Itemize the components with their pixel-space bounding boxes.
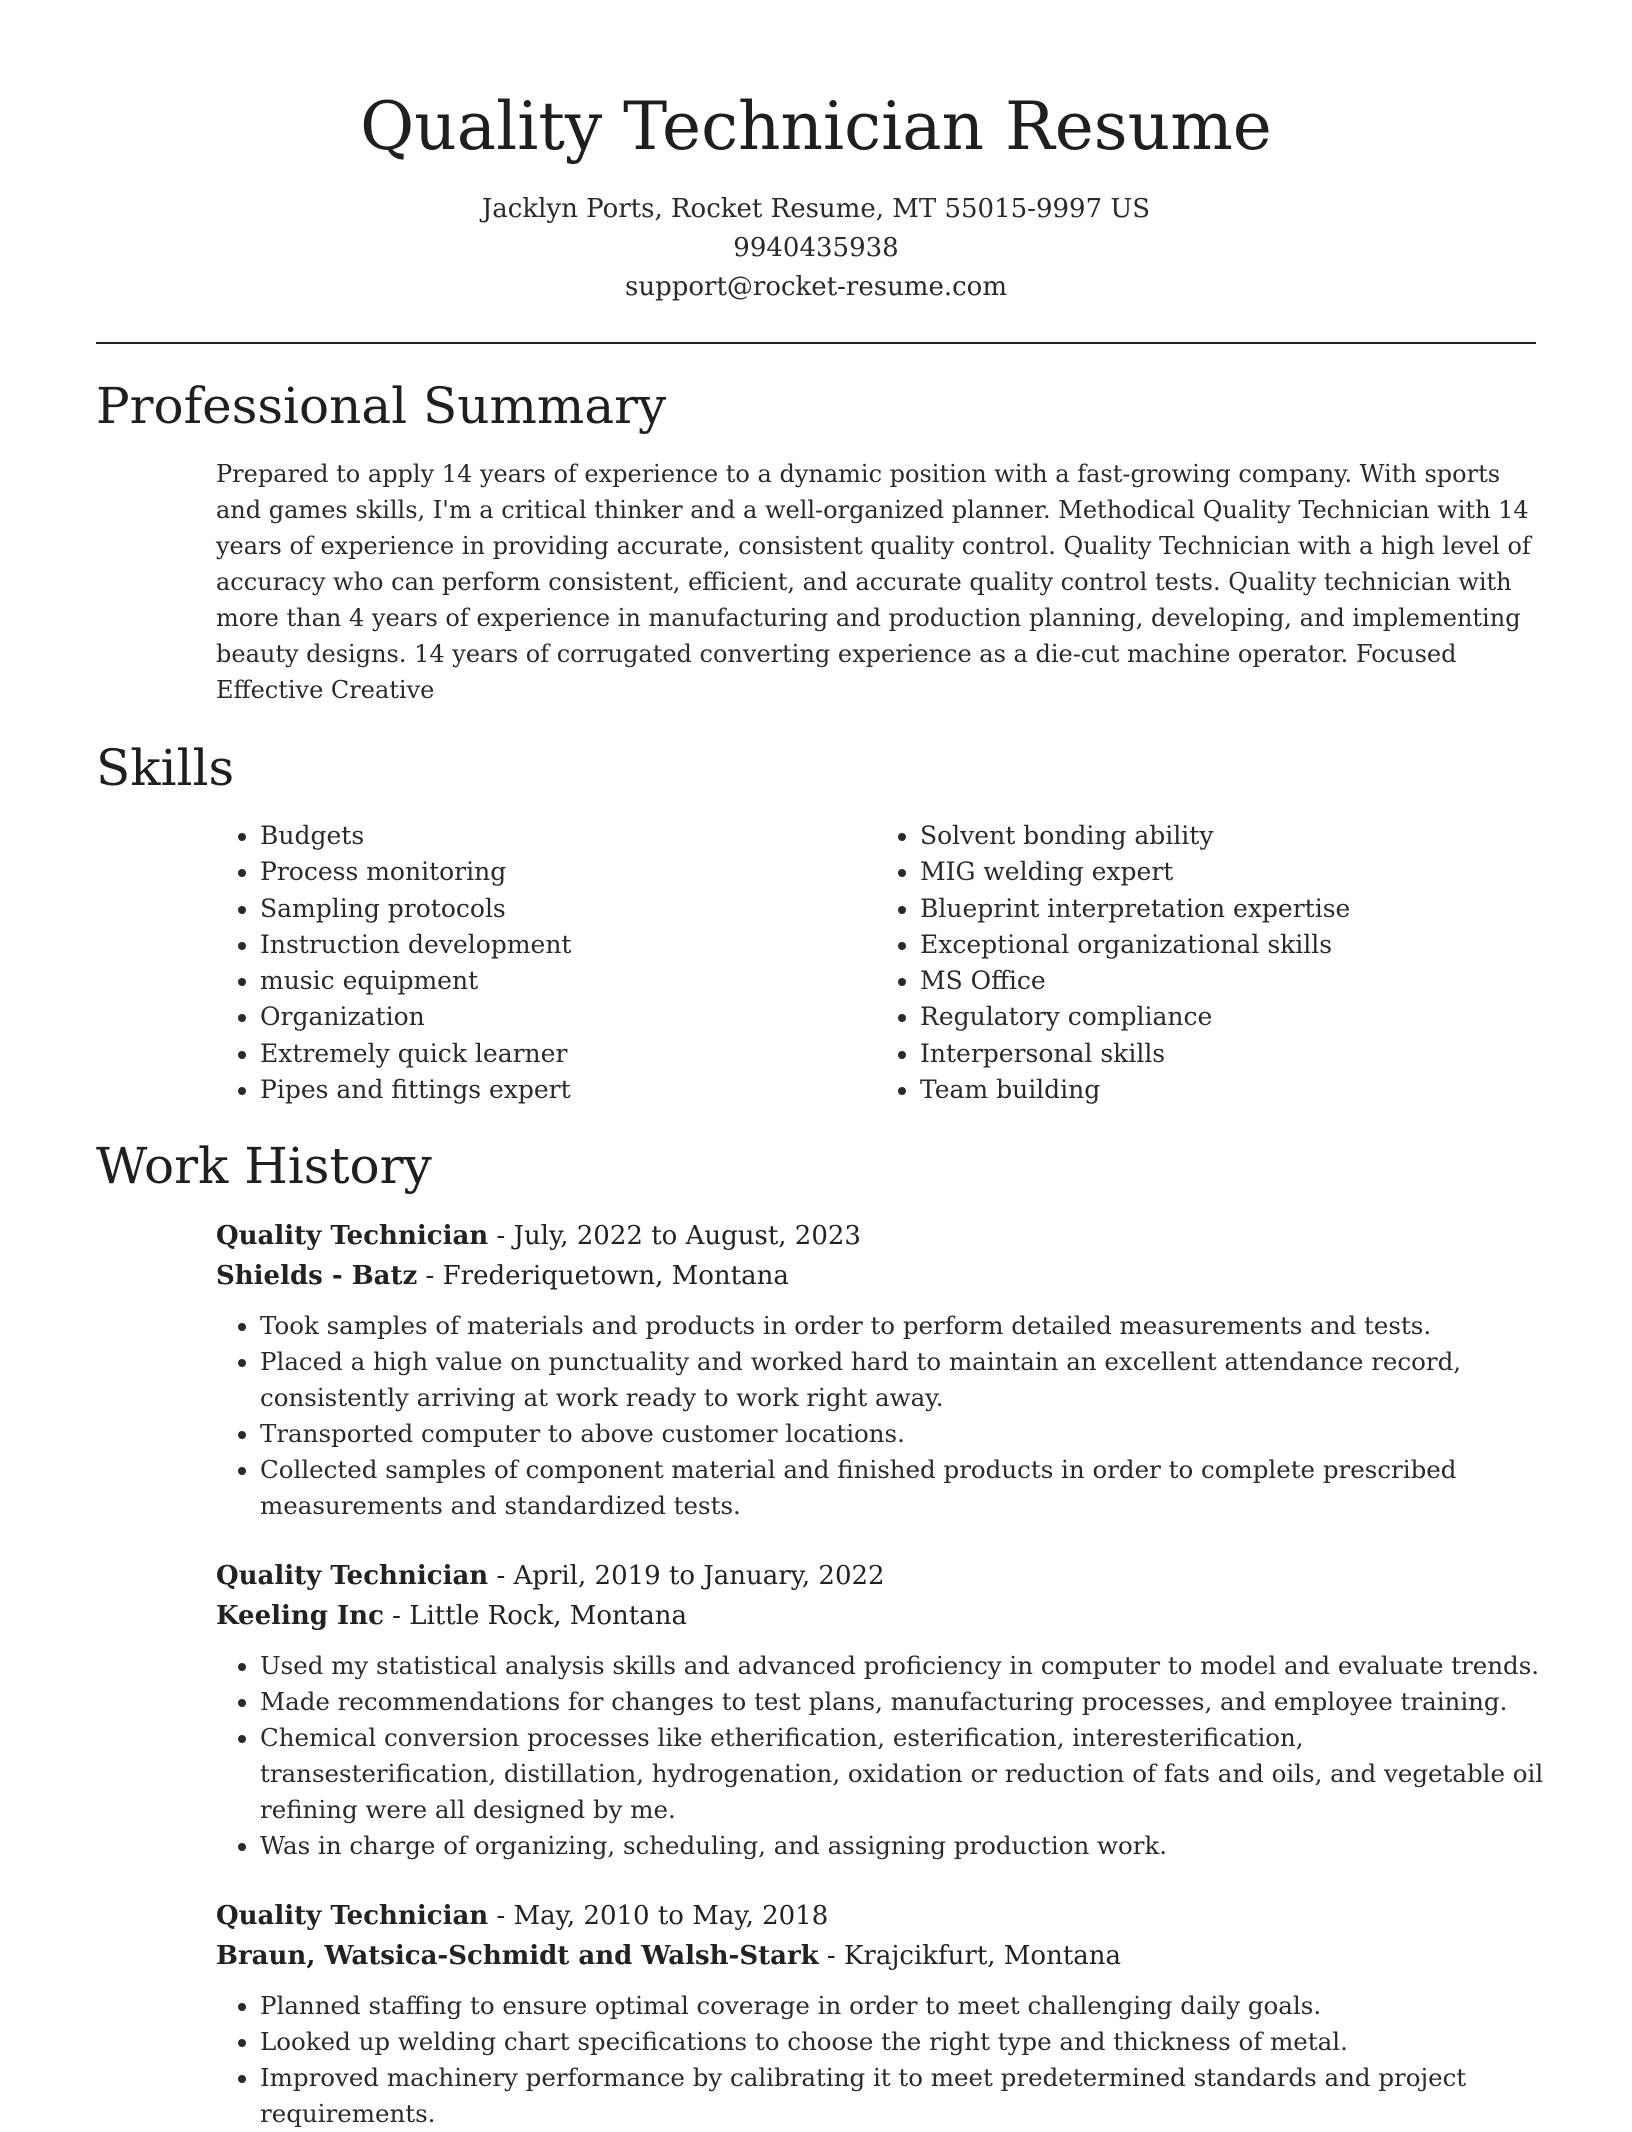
job-company: Shields - Batz — [216, 1261, 418, 1292]
skill-item: • Pipes and fittings expert — [260, 1072, 876, 1108]
job-company-line — [216, 1596, 1546, 1636]
skills-heading: Skills — [96, 739, 235, 797]
skill-item: • Solvent bonding ability — [920, 818, 1536, 854]
job-role-line — [216, 1556, 1546, 1596]
job-dates: - April, 2019 to January, 2022 — [488, 1561, 885, 1592]
resume-header — [96, 0, 1536, 307]
job-bullet: • Made recommendations for changes to test plans, manufacturing processes, and employee training. — [260, 1684, 1546, 1720]
job-bullet: • Took samples of materials and products in order to perform detailed measurements and tests. — [260, 1308, 1546, 1344]
job-entry — [216, 1216, 1546, 1524]
job-bullet: • Transported computer to above customer locations. — [260, 1416, 1546, 1452]
skill-item: • Budgets — [260, 818, 876, 854]
header-divider — [96, 342, 1536, 344]
job-company-line — [216, 1936, 1546, 1976]
contact-phone: 9940435938 — [733, 233, 899, 263]
job-bullet: • Chemical conversion processes like etherification, esterification, interesterification, transesterification, distillation, hydrogenation, oxidation or reduction of fats and oils, and vegetable oil refining were all designed by me. — [260, 1720, 1546, 1828]
skill-item: • Organization — [260, 999, 876, 1035]
job-bullets — [216, 1648, 1546, 1864]
skill-item: • Interpersonal skills — [920, 1036, 1536, 1072]
contact-address: Jacklyn Ports, Rocket Resume, MT 55015-9997 US — [481, 194, 1151, 224]
job-company: Braun, Watsica-Schmidt and Walsh-Stark — [216, 1941, 819, 1972]
job-location: - Krajcikfurt, Montana — [818, 1941, 1122, 1972]
job-bullet: • Used my statistical analysis skills and advanced proficiency in computer to model and evaluate trends. — [260, 1648, 1546, 1684]
job-company-line — [216, 1256, 1546, 1296]
contact-email: support@rocket-resume.com — [624, 272, 1007, 302]
skill-item: • MIG welding expert — [920, 854, 1536, 890]
job-role-line — [216, 1896, 1546, 1936]
contact-info — [96, 190, 1536, 307]
summary-text: Prepared to apply 14 years of experience to a dynamic position with a fast-growing company. With sports and games skills, I'm a critical thinker and a well-organized planner. Methodical Quality Technician with 14 years of experience in providing accurate, consistent quality control. Quality Technician with a high level of accuracy who can perform consistent, efficient, and accurate quality control tests. Quality technician with more than 4 years of experience in manufacturing and production planning, developing, and implementing beauty designs. 14 years of corrugated converting experience as a die-cut machine operator. Focused Effective Creative — [216, 460, 1531, 704]
job-location: - Frederiquetown, Montana — [417, 1261, 789, 1292]
job-role: Quality Technician — [216, 1221, 489, 1252]
job-bullets — [216, 1988, 1546, 2132]
job-location: - Little Rock, Montana — [383, 1601, 687, 1632]
skill-item: • Extremely quick learner — [260, 1036, 876, 1072]
resume-title: Quality Technician Resume — [360, 88, 1272, 165]
skills-column-left — [216, 818, 876, 1108]
job-entry — [216, 1896, 1546, 2132]
work-history-heading: Work History — [96, 1137, 432, 1196]
job-entry — [216, 1556, 1546, 1864]
job-role-line — [216, 1216, 1546, 1256]
skill-item: • Sampling protocols — [260, 891, 876, 927]
job-dates: - July, 2022 to August, 2023 — [488, 1221, 861, 1252]
job-role: Quality Technician — [216, 1901, 489, 1932]
job-company: Keeling Inc — [216, 1601, 384, 1632]
skills-list — [216, 818, 1536, 1108]
resume-page — [96, 0, 1544, 2132]
job-bullet: • Looked up welding chart specifications to choose the right type and thickness of metal. — [260, 2024, 1546, 2060]
skill-item: • Blueprint interpretation expertise — [920, 891, 1536, 927]
job-bullet: • Improved machinery performance by calibrating it to meet predetermined standards and project requirements. — [260, 2060, 1546, 2132]
skill-item: • Exceptional organizational skills — [920, 927, 1536, 963]
skill-item: • Process monitoring — [260, 854, 876, 890]
skill-item: • Team building — [920, 1072, 1536, 1108]
job-role: Quality Technician — [216, 1561, 489, 1592]
job-bullet: • Planned staffing to ensure optimal coverage in order to meet challenging daily goals. — [260, 1988, 1546, 2024]
skills-column-right — [876, 818, 1536, 1108]
job-bullets — [216, 1308, 1546, 1524]
skill-item: • Regulatory compliance — [920, 999, 1536, 1035]
skill-item: • Instruction development — [260, 927, 876, 963]
job-bullet: • Placed a high value on punctuality and worked hard to maintain an excellent attendance record, consistently arriving at work ready to work right away. — [260, 1344, 1546, 1416]
job-dates: - May, 2010 to May, 2018 — [488, 1901, 829, 1932]
skill-item: • music equipment — [260, 963, 876, 999]
summary-heading: Professional Summary — [96, 377, 667, 435]
job-bullet: • Collected samples of component material and finished products in order to complete prescribed measurements and standardized tests. — [260, 1452, 1546, 1524]
skill-item: • MS Office — [920, 963, 1536, 999]
job-bullet: • Was in charge of organizing, scheduling, and assigning production work. — [260, 1828, 1546, 1864]
